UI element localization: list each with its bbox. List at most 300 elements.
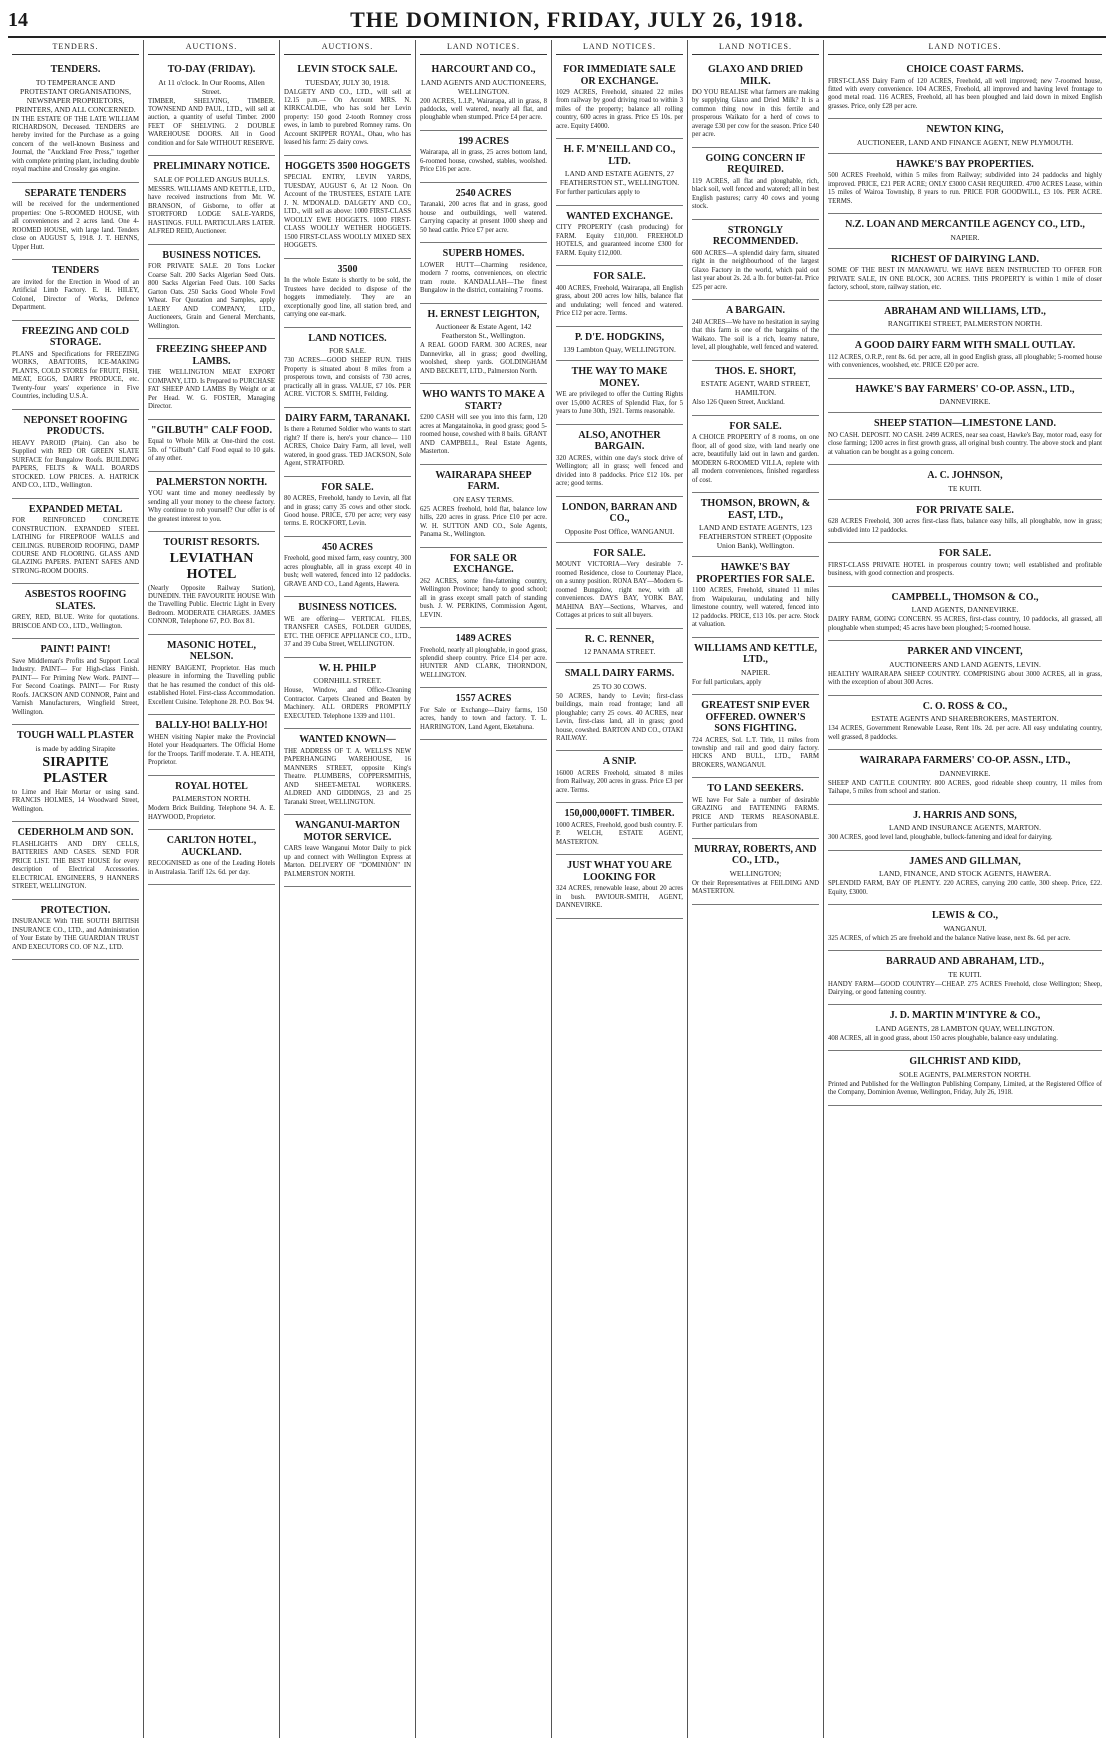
- advertisement: [692, 59, 819, 148]
- ad-heading: SUPERB HOMES.: [442, 248, 525, 260]
- ad-body: 600 ACRES—A splendid dairy farm, situated right in the neighbourhood of the largest Glaxo Factory in the world, which paid out last year about 2s. 2d. a lb. for butter-fat. Price £25 per acre.: [692, 249, 819, 291]
- ad-body: £200 CASH will see you into this farm, 120 acres at Mangatainoka, in good grass; good 5-roomed house, cowshed with 8 bails. GRANT AND CAMPBELL, Real Estate Agents, Masterton.: [420, 414, 547, 456]
- ad-heading: FOR IMMEDIATE SALE OR EXCHANGE.: [563, 64, 676, 87]
- ad-body: HANDY FARM—GOOD COUNTRY—CHEAP. 275 ACRES Freehold, close Wellington; Sheep, Dairying, or good fattening country.: [828, 980, 1102, 996]
- ad-body: SPECIAL ENTRY, LEVIN YARDS, TUESDAY, AUGUST 6, At 12 Noon. On Account of the TRUSTEES, ESTATE LATE J. N. M'DONALD. DALGETY AND CO., LTD., will sell as above: 1000 FIRST-CLASS WOOLLY EWE HOGGETS. 1000 FIRST-CLASS WOOLLY WETHER HOGGETS. 1500 FIRST-CLASS WOOLLY MIXED SEX HOGGETS.: [284, 174, 411, 250]
- advertisement: [828, 59, 1102, 119]
- ad-heading: GOING CONCERN IF REQUIRED.: [705, 152, 806, 176]
- advertisement: [556, 361, 683, 424]
- ad-heading: DAIRY FARM, TARANAKI.: [285, 412, 410, 424]
- ad-heading: TO-DAY (FRIDAY).: [167, 64, 256, 75]
- ad-body: INSURANCE With THE SOUTH BRITISH INSURANCE CO., LTD., and Administration of Your Estate by THE GUARDIAN TRUST AND EXECUTORS CO. OF N.Z., LTD.: [12, 918, 139, 951]
- column-heading: TENDERS.: [12, 40, 139, 55]
- advertisement: [828, 1051, 1102, 1105]
- ad-subheading: DANNEVIRKE.: [939, 768, 991, 778]
- ad-heading: HAWKE'S BAY PROPERTIES FOR SALE.: [696, 562, 815, 585]
- column-heading: LAND NOTICES.: [692, 40, 819, 55]
- ad-heading: FREEZING SHEEP AND LAMBS.: [156, 344, 267, 367]
- ad-heading: MASONIC HOTEL, NELSON.: [167, 639, 256, 663]
- column-heading: LAND NOTICES.: [420, 40, 547, 55]
- ad-subheading: LAND AGENTS AND AUCTIONEERS, WELLINGTON.: [420, 77, 546, 96]
- advertisement: [828, 543, 1102, 586]
- ad-body: 320 ACRES, within one day's stock drive of Wellington; all in grass; well fenced and divided into 8 paddocks. Price £12 10s. per acre; good terms.: [556, 454, 683, 488]
- ad-body: 262 ACRES, some fine-fattening country, Wellington Province; handy to good school; all in grass except small patch of standing bush. J. W. PERKINS, Commission Agent, LEVIN.: [420, 577, 547, 619]
- column-heading: AUCTIONS.: [148, 40, 275, 55]
- advertisement: [12, 725, 139, 822]
- advertisement: [420, 59, 547, 131]
- advertisement: [828, 905, 1102, 951]
- ad-body: 408 ACRES, all in good grass, about 150 acres ploughable, balance easy undulating.: [828, 1034, 1058, 1042]
- advertisement: [12, 59, 139, 183]
- ad-body: 300 ACRES, good level land, ploughable, bullock-fattening and ideal for dairying.: [828, 834, 1053, 842]
- ad-heading: JUST WHAT YOU ARE LOOKING FOR: [567, 860, 672, 883]
- advertisement: [12, 260, 139, 320]
- advertisement: [284, 537, 411, 597]
- ad-body: DAIRY FARM, GOING CONCERN. 95 ACRES, first-class country, 10 paddocks, all grassed, all ploughable when stumped; 45 acres have been ploughed; 5-roomed house.: [828, 616, 1102, 632]
- ad-subheading: PALMERSTON NORTH.: [172, 794, 251, 804]
- ad-subheading: 25 TO 30 COWS.: [592, 681, 647, 691]
- ad-subheading: LAND AND ESTATE AGENTS, 123 FEATHERSTON STREET (Opposite Union Bank), Wellington.: [698, 523, 813, 551]
- advertisement: [556, 425, 683, 497]
- advertisement: [148, 339, 275, 419]
- ad-heading: N.Z. LOAN AND MERCANTILE AGENCY CO., LTD.,: [845, 219, 1085, 231]
- advertisement: [284, 729, 411, 815]
- ad-heading: HAWKE'S BAY FARMERS' CO-OP. ASSN., LTD.,: [855, 383, 1075, 395]
- ad-body: 80 ACRES, Freehold, handy to Levin, all flat and in grass; carry 35 cows and other stock. Good house. PRICE, £70 per acre; very easy terms. E. ROCKFORT, Levin.: [284, 495, 411, 528]
- column-heading: LAND NOTICES.: [556, 40, 683, 55]
- ad-heading: BARRAUD AND ABRAHAM, LTD.,: [886, 956, 1044, 967]
- advertisement: [284, 815, 411, 887]
- advertisement: [556, 629, 683, 664]
- ad-heading: PAINT! PAINT!: [40, 644, 111, 656]
- ad-heading: EXPANDED METAL: [28, 503, 123, 515]
- ad-body: SPLENDID FARM, BAY OF PLENTY. 220 ACRES, carrying 200 cattle, 300 sheep. Price, £22. Equity, £3000.: [828, 880, 1102, 896]
- ad-heading: HAWKE'S BAY PROPERTIES.: [896, 158, 1034, 170]
- ad-heading: GILCHRIST AND KIDD,: [909, 1056, 1021, 1068]
- ad-heading: TOURIST RESORTS.: [163, 537, 260, 548]
- advertisement: [828, 249, 1102, 301]
- advertisement: [828, 750, 1102, 804]
- ad-body: 1100 ACRES, Freehold, situated 11 miles from Waipukurau, undulating and hilly limestone country, well watered, fenced into 12 paddocks. PRICE, £13 10s. per acre. Stock at valuation.: [692, 587, 819, 629]
- ad-heading: A. C. JOHNSON,: [927, 470, 1003, 482]
- column-heading: LAND NOTICES.: [828, 40, 1102, 55]
- ad-body: 400 ACRES, Freehold, Wairarapa, all English grass, about 200 acres low hills, balance flat and undulating; well fenced and watered. Price £12 per acre. Terms.: [556, 284, 683, 318]
- ad-subheading: TE KUITI.: [948, 969, 982, 979]
- advertisement: [284, 597, 411, 657]
- ad-heading: THE WAY TO MAKE MONEY.: [571, 366, 668, 389]
- ad-heading: "GILBUTH" CALF FOOD.: [150, 424, 273, 436]
- ad-subheading: WANGANUI.: [943, 923, 987, 933]
- advertisement: [556, 497, 683, 543]
- ad-body: FIRST-CLASS PRIVATE HOTEL in prosperous country town; well established and profitable business, with good connection and prospects.: [828, 561, 1102, 578]
- advertisement: [148, 532, 275, 635]
- ad-heading: 1557 ACRES: [455, 693, 512, 705]
- advertisement: [284, 658, 411, 729]
- ad-body: GREY, RED, BLUE. Write for quotations. BRISCOE AND CO., LTD., Wellington.: [12, 614, 139, 630]
- ad-heading: WAIRARAPA FARMERS' CO-OP. ASSN., LTD.,: [859, 755, 1071, 767]
- ad-heading: SEPARATE TENDERS: [24, 187, 127, 199]
- ad-body: TIMBER, SHELVING, TIMBER. TOWNSEND AND PAUL, LTD., will sell at auction, a quantity of useful Timber. 2000 FEET OF SHELVING. 2 DOUBLE WAREHOUSE DOORS. All in Good condition and for Sale WITHOUT RESERVE.: [148, 97, 275, 147]
- advertisement: [12, 900, 139, 960]
- ad-body: 724 ACRES, Sol. L.T. Title, 11 miles from township and rail and good dairy factory. HICKS AND BULL, LTD., FARM BROKERS, WANGANUI.: [692, 736, 819, 769]
- ad-body: FOR PRIVATE SALE. 20 Tons Locker Coarse Salt. 200 Sacks Algerian Seed Oats. 800 Sacks Algerian Feed Oats. 100 Sacks Garton Oats. 250 Sacks Good Whole Fowl Wheat. For Quotation and Samples, apply LAERY AND COMPANY, LTD., Auctioneers, Grain and General Merchants, Wellington.: [148, 263, 275, 330]
- ad-heading: NEWTON KING,: [926, 124, 1004, 136]
- advertisement: [148, 245, 275, 339]
- ad-body: 1000 ACRES, Freehold, good bush country. F. P. WELCH, ESTATE AGENT, MASTERTON.: [556, 821, 683, 846]
- advertisement: [284, 477, 411, 537]
- ad-body: HEALTHY WAIRARAPA SHEEP COUNTRY. COMPRISING about 3000 ACRES, all in grass, with the exception of about 300 Acres.: [828, 670, 1102, 687]
- column-heading: AUCTIONS.: [284, 40, 411, 55]
- ad-heading: LAND NOTICES.: [308, 332, 387, 344]
- advertisement: [556, 663, 683, 751]
- ad-heading: 3500: [337, 263, 358, 275]
- advertisement: [692, 300, 819, 360]
- advertisement: [828, 335, 1102, 378]
- ad-body: 628 ACRES Freehold, 300 acres first-class flats, balance easy hills, all ploughable, now in grass; subdivided into 12 paddocks.: [828, 518, 1102, 534]
- ad-body: 134 ACRES, Government Renewable Lease, Rent 10s. 2d. per acre. All easy undulating country, well grassed, 8 paddocks.: [828, 725, 1102, 741]
- ad-body: 500 ACRES Freehold, within 5 miles from Railway; subdivided into 24 paddocks and highly improved. PRICE, £21 PER ACRE; ONLY £3000 CASH REQUIRED. 4700 ACRES Lease, within 15 miles of Wairoa Township, 8 years to run. PRICE FOR GOODWILL, £3 10s. PER ACRE. TERMS.: [828, 172, 1102, 205]
- ad-body: 1029 ACRES, Freehold, situated 22 miles from railway by good driving road to within 3 miles of the property; balance all rolling country, 600 acres in grass. Price £5 10s. per acre. Equity £4000.: [556, 89, 683, 130]
- ad-body: will be received for the undermentioned properties: One 5-ROOMED HOUSE, with all conveniences and 2 acres land. One 4-ROOMED HOUSE, with large land. Tenders close on AUGUST 5, 1918. J. T. HENNS, Upper Hutt.: [12, 201, 139, 251]
- advertisement: [148, 472, 275, 532]
- ad-body: A CHOICE PROPERTY of 8 rooms, on one floor, all of good size, with land nearly one acre, beautifully laid out in lawn and garden. MODERN 6-ROOMED VILLA, replete with all modern conveniences, finished regardless of cost.: [692, 434, 819, 484]
- advertisement: [12, 499, 139, 585]
- advertisement: [12, 639, 139, 725]
- ad-heading: PROTECTION.: [40, 904, 111, 916]
- ad-body: Or their Representatives at FEILDING AND MASTERTON.: [692, 879, 819, 896]
- ad-body: DALGETY AND CO., LTD., will sell at 12.15 p.m.— On Account MRS. N. KIRKCALDIE, who has sold her Levin property: 150 good 2-tooth Romney cross ewes, in lamb to purebred Romney rams. On Account SKIPPER ROYAL, Ohau, who has leased his farm: 25 dairy cows.: [284, 88, 411, 147]
- ad-subheading: TUESDAY, JULY 30, 1918.: [305, 77, 390, 87]
- ad-body: THE WELLINGTON MEAT EXPORT COMPANY, LTD. Is Prepared to PURCHASE FAT SHEEP AND LAMBS By Weight or at Per Head. W. G. FOSTER, Managing Director.: [148, 369, 275, 411]
- ad-body: WE have For Sale a number of desirable GRAZING and FATTENING FARMS. PRICE AND TERMS REASONABLE. Further particulars from: [692, 796, 819, 830]
- ad-subheading: LAND AGENTS, DANNEVIRKE.: [911, 605, 1019, 615]
- ad-body: to Lime and Hair Mortar or using sand. FRANCIS HOLMES, 14 Woodward Street, Wellington.: [12, 788, 139, 813]
- page-number: 14: [8, 8, 28, 31]
- ad-body: For further particulars apply to: [556, 189, 640, 197]
- advertisement: [828, 696, 1102, 750]
- ad-heading: FOR SALE.: [321, 481, 374, 493]
- ad-subheading: Opposite Post Office, WANGANUI.: [564, 526, 675, 536]
- ad-heading: THOS. E. SHORT,: [715, 365, 796, 377]
- ad-body: WE are privileged to offer the Cutting Rights over 15,000 ACRES of Splendid Flax, for 5 years to June 30th, 1921. Terms reasonable.: [556, 391, 683, 416]
- ad-heading: FOR SALE.: [593, 547, 646, 559]
- ad-heading: GREATEST SNIP EVER OFFERED. OWNER'S SONS FIGHTING.: [701, 700, 810, 734]
- advertisement: [284, 408, 411, 477]
- ad-subheading: ESTATE AGENTS AND SHAREBROKERS, MASTERTON.: [871, 714, 1059, 724]
- advertisement: [828, 301, 1102, 336]
- advertisement: [148, 59, 275, 156]
- ad-subheading: AUCTIONEERS AND LAND AGENTS, LEVIN.: [889, 659, 1041, 669]
- ad-body: THE ADDRESS OF T. A. WELLS'S NEW PAPERHANGING WAREHOUSE, 16 MANNERS STREET, opposite King's Theatre. PLUMBERS, COPPERSMITHS, AND SHEET-METAL WORKERS. ALDRED AND GIDDINGS, 23 and 25 Taranaki Street, WELLINGTON.: [284, 747, 411, 806]
- ad-body: HENRY BAIGENT, Proprietor. Has much pleasure in informing the Travelling public that he has resumed the conduct of this old-established Hotel. First-class Accommodation. Excellent Cuisine. Telephone 28. P.O. Box 94.: [148, 664, 275, 706]
- advertisement: [692, 557, 819, 637]
- ad-heading: CARLTON HOTEL, AUCKLAND.: [166, 835, 257, 858]
- ad-heading: 1489 ACRES: [455, 633, 512, 644]
- advertisement: [148, 635, 275, 715]
- advertisement: [148, 776, 275, 830]
- ad-body: A REAL GOOD FARM. 300 ACRES, near Dannevirke, all in grass; good dwelling, woolshed, sheep yards. GOLDINGHAM AND BECKETT, LTD., Palmerston North.: [420, 342, 547, 375]
- advertisement: [12, 822, 139, 899]
- advertisement: [828, 214, 1102, 249]
- ad-subheading: SOLE AGENTS, PALMERSTON NORTH.: [899, 1069, 1031, 1079]
- advertisement: [556, 543, 683, 629]
- advertisement: [828, 587, 1102, 641]
- advertisement: [420, 183, 547, 243]
- advertisement: [420, 131, 547, 183]
- advertisement: [556, 206, 683, 266]
- ad-body: Freehold, nearly all ploughable, in good grass, splendid sheep country. Price £14 per acre. HUNTER AND CLARK, THORNDON, WELLINGTON.: [420, 646, 547, 679]
- ad-heading: 2540 ACRES: [455, 187, 512, 199]
- ad-body: Modern Brick Building. Telephone 94. A. E. HAYWOOD, Proprietor.: [148, 805, 275, 821]
- ad-heading: RICHEST OF DAIRYING LAND.: [890, 253, 1039, 265]
- ad-heading: WANTED EXCHANGE.: [566, 210, 673, 222]
- ad-body: PLANS and Specifications for FREEZING WORKS, ABATTOIRS, ICE-MAKING PLANTS, COLD STORES for FRUIT, FISH, MEAT, EGGS, DAIRY PRODUCE, etc. Twenty-four years' experience in Five Countries, including U.S.A.: [12, 350, 139, 401]
- ad-heading: W. H. PHILP: [318, 662, 377, 674]
- ad-subheading: LAND AND INSURANCE AGENTS, MARTON.: [889, 823, 1041, 833]
- ad-body: 324 ACRES, renewable lease, about 20 acres in bush. PAVIOUR-SMITH, AGENT, DANNEVIRKE.: [556, 885, 683, 910]
- ad-body: WHEN visiting Napier make the Provincial Hotel your Headquarters. The Official Home for the Troops. Tariff moderate. T. A. HEATH, Proprietor.: [148, 733, 275, 767]
- ad-heading: ROYAL HOTEL: [175, 780, 248, 792]
- ad-heading: HOGGETS 3500 HOGGETS: [284, 160, 411, 172]
- ad-subheading: Auctioneer & Estate Agent, 142 Featherston St., Wellington.: [435, 322, 532, 341]
- ad-heading: WAIRARAPA SHEEP FARM.: [435, 469, 532, 493]
- ad-heading: FOR PRIVATE SALE.: [916, 504, 1014, 516]
- ad-subheading: At 11 o'clock. In Our Rooms, Allen Street.: [158, 77, 265, 96]
- advertisement: [692, 638, 819, 695]
- ad-heading: 199 ACRES: [458, 135, 509, 147]
- ad-body: Also 126 Queen Street, Auckland.: [692, 399, 785, 407]
- advertisement: [692, 148, 819, 220]
- ad-heading: H. F. M'NEILL AND CO., LTD.: [563, 144, 676, 167]
- ad-heading: TENDERS: [51, 265, 100, 277]
- ad-body: 240 ACRES—We have no hesitation in saying that this farm is one of the bargains of the Waikato. The soil is a rich, loamy nature, level, all ploughable, well fenced and watered.: [692, 318, 819, 352]
- ad-body: 112 ACRES, O.R.P., rent 8s. 6d. per acre, all in good English grass, all ploughable; 5-roomed house with conveniences, woolshed, etc. PRICE £20 per acre.: [828, 353, 1102, 370]
- ad-body: CITY PROPERTY (cash producing) for FARM. Equity £10,000. FREEHOLD HOTELS, and guaranteed income £300 for FARM. Equity £12,000.: [556, 224, 683, 257]
- masthead: [8, 4, 1106, 38]
- ad-heading: A BARGAIN.: [726, 305, 785, 317]
- advertisement: [828, 951, 1102, 1005]
- ad-heading: STRONGLY RECOMMENDED.: [712, 224, 799, 248]
- ad-heading: PARKER AND VINCENT,: [907, 646, 1023, 658]
- advertisement: [420, 628, 547, 688]
- column-6: [688, 40, 824, 1738]
- ad-heading: A GOOD DAIRY FARM WITH SMALL OUTLAY.: [854, 340, 1076, 352]
- advertisement: [556, 751, 683, 803]
- advertisement: [284, 328, 411, 408]
- advertisement: [556, 855, 683, 918]
- advertisement: [828, 1005, 1102, 1051]
- column-5: [552, 40, 688, 1738]
- ad-heading: SHEEP STATION—LIMESTONE LAND.: [874, 418, 1056, 430]
- advertisement: [420, 304, 547, 384]
- advertisement: [828, 119, 1102, 154]
- ad-display-text: LEVIATHAN HOTEL: [169, 550, 254, 582]
- advertisement: [284, 156, 411, 259]
- ad-heading: PRELIMINARY NOTICE.: [153, 161, 270, 173]
- advertisement: [420, 688, 547, 740]
- ad-subheading: is made by adding Sirapite: [35, 743, 116, 753]
- advertisement: [148, 830, 275, 885]
- advertisement: [692, 839, 819, 905]
- advertisement: [692, 695, 819, 778]
- ad-subheading: FOR SALE.: [328, 346, 367, 356]
- ad-heading: H. ERNEST LEIGHTON,: [427, 308, 540, 320]
- advertisement: [828, 465, 1102, 500]
- ad-heading: LONDON, BARRAN AND CO.,: [561, 501, 678, 525]
- ad-subheading: DANNEVIRKE.: [939, 397, 991, 407]
- ad-heading: A SNIP.: [602, 756, 637, 768]
- ad-body: House, Window, and Office-Cleaning Contractor. Carpets Cleaned and Beaten by Machinery. ALL ORDERS PROMPTLY EXECUTED. Telephone 1339 and 1101.: [284, 687, 411, 720]
- ad-heading: TENDERS.: [50, 64, 101, 75]
- ad-body: In the whole Estate is shortly to be sold, the Trustees have decided to dispose of the hoggets immediately. They are an exceptionally good line, all station bred, and carrying one ear-mark.: [284, 277, 411, 319]
- ad-body: Printed and Published for the Wellington Publishing Company, Limited, at the Registered Office of the Company, Dominion Avenue, Wellington, Friday, July 26, 1918.: [828, 1080, 1102, 1097]
- advertisement: [828, 413, 1102, 465]
- ad-body: (Nearly Opposite Railway Station), DUNEDIN. THE FAVOURITE HOUSE With the Travelling Public. Electric Light in Every Bedroom. MODERATE CHARGES. JAMES CONNOR, Telephone 67, P.O. Box 81.: [148, 584, 275, 626]
- ad-subheading: WELLINGTON;: [729, 868, 782, 878]
- advertisement: [556, 266, 683, 326]
- ad-subheading: TO TEMPERANCE AND PROTESTANT ORGANISATIONS, NEWSPAPER PROPRIETORS, PRINTERS, AND ALL CONCERNED.: [15, 77, 136, 114]
- advertisement: [828, 154, 1102, 214]
- ad-heading: FOR SALE OR EXCHANGE.: [449, 552, 518, 576]
- ad-subheading: LAND, FINANCE, AND STOCK AGENTS, HAWERA.: [879, 869, 1051, 879]
- ad-body: WE are offering— VERTICAL FILES, TRANSFER CASES, FOLDER GUIDES, ETC. THE OFFICE APPLIANCE CO., LTD., 37 and 39 Cuba Street, WELLINGTON.: [284, 615, 411, 649]
- ad-body: Taranaki, 200 acres flat and in grass, good house and outbuildings, well watered. Carrying capacity at present 1000 sheep and 50 head cattle. Price £7 per acre.: [420, 201, 547, 234]
- advertisement: [828, 851, 1102, 905]
- ad-body: 16000 ACRES Freehold, situated 8 miles from Railway, 200 acres in grass. Price £3 per acre. Terms.: [556, 769, 683, 794]
- ad-body: Save Middleman's Profits and Support Local Industry. PAINT— For High-class Finish. PAINT— For Priming New Work. PAINT— For Second Coatings. PAINT— For Rusty Roofs. JACKSON AND CONNOR, Paint and Varnish Manufacturers, Wingfield Street, Wellington.: [12, 657, 139, 716]
- ad-body: CARS leave Wanganui Motor Daily to pick up and connect with Wellington Express at Marton. DELIVERY OF "DOMINION" IN PALMERSTON NORTH.: [284, 845, 411, 878]
- ad-heading: FOR SALE.: [729, 420, 782, 432]
- ad-body: FOR REINFORCED CONCRETE CONSTRUCTION. EXPANDED STEEL LATHING for FIREPROOF WALLS and CEILINGS. RUBEROID ROOFING, DAMP COURSE AND FLOORING. GLASS AND GLAZING PAPERS. PATENT SAFES AND STRONG-ROOM DOORS.: [12, 517, 139, 575]
- ad-body: YOU want time and money needlessly by sending all your money to the cheese factory. Why continue to rob yourself? Our offer is of the greatest interest to you.: [148, 490, 275, 523]
- ad-body: SHEEP AND CATTLE COUNTRY. 800 ACRES, good rideable sheep country, 11 miles from Taihape, 5 miles from school and station.: [828, 779, 1102, 796]
- ad-body: IN THE ESTATE OF THE LATE WILLIAM RICHARDSON, Deceased. TENDERS are hereby invited for the Purchase as a going concern of the well-known Business and Journal, the "Auckland Free Press," together with complete printing plant, including double royal machine and Crossley gas engine.: [12, 115, 139, 174]
- ad-heading: HARCOURT AND CO.,: [431, 64, 536, 75]
- ad-subheading: LAND AGENTS, 28 LAMBTON QUAY, WELLINGTON.: [875, 1023, 1055, 1033]
- ad-body: SOME OF THE BEST IN MANAWATU. WE HAVE BEEN INSTRUCTED TO OFFER FOR PRIVATE SALE, IN ONE BLOCK, 300 ACRES. THIS PROPERTY is within 1 mile of closer factory, school, store, railway station, etc.: [828, 267, 1102, 292]
- ad-body: FIRST-CLASS Dairy Farm of 120 ACRES, Freehold, all well improved; new 7-roomed house, fitted with every convenience. 104 ACRES, Freehold, all improved and having level frontage to good metal road. 116 ACRES, Freehold, all has been ploughed and laid down in mixed English grasses. Price, only £28 per acre.: [828, 77, 1102, 110]
- ad-subheading: ON EASY TERMS.: [453, 494, 514, 504]
- advertisement: [148, 715, 275, 775]
- ad-heading: SMALL DAIRY FARMS.: [564, 668, 675, 680]
- ad-heading: WILLIAMS AND KETTLE, LTD.,: [693, 642, 818, 666]
- advertisement: [420, 243, 547, 303]
- advertisement: [420, 384, 547, 464]
- ad-heading: NEPONSET ROOFING PRODUCTS.: [23, 414, 128, 438]
- ad-body: FLASHLIGHTS AND DRY CELLS, BATTERIES AND CASES. SEND FOR PRICE LIST. THE BEST HOUSE for every description of Electrical Accessories. ELECTRICAL ENGINEERS, 9 HANNERS STREET, WELLINGTON.: [12, 840, 139, 891]
- ad-heading: CAMPBELL, THOMSON & CO.,: [891, 591, 1039, 603]
- advertisement: [556, 327, 683, 362]
- advertisement: [692, 778, 819, 838]
- advertisement: [556, 59, 683, 139]
- ad-heading: BALLY-HO! BALLY-HO!: [155, 720, 268, 732]
- ad-body: RECOGNISED as one of the Leading Hotels in Australasia. Tariff 12s. 6d. per day.: [148, 860, 275, 876]
- ad-subheading: CORNHILL STREET.: [313, 676, 382, 686]
- ad-heading: ASBESTOS ROOFING SLATES.: [24, 589, 127, 612]
- column-4: [416, 40, 552, 1738]
- ad-display-text: SIRAPITE PLASTER: [42, 754, 109, 786]
- ad-body: Is there a Returned Soldier who wants to start right? If there is, here's your chance— 110 ACRES, Choice Dairy Farm, all level, well watered, in good grass. TED JACKSON, Sole Agent, STRATFORD.: [284, 426, 411, 468]
- ad-body: 730 ACRES—GOOD SHEEP RUN. THIS Property is situated about 8 miles from a prosperous town, and consists of 730 acres, practically all in grass. VALUE, £7 10s. PER ACRE. VICTOR S. SMITH, Feilding.: [284, 357, 411, 399]
- ad-heading: WANTED KNOWN—: [299, 734, 396, 746]
- column-1: [8, 40, 144, 1738]
- column-2: [144, 40, 280, 1738]
- ad-body: are invited for the Erection in Wood of an Artificial Limb Factory. E. H. HILEY, Colonel, Director of Works, Defence Department.: [12, 278, 139, 312]
- ad-body: Freehold, good mixed farm, easy country, 300 acres ploughable, all in grass except 40 in bush; well watered, fenced into 12 paddocks. GRAVE AND CO., Land Agents, Hawera.: [284, 555, 411, 588]
- ad-subheading: RANGITIKEI STREET, PALMERSTON NORTH.: [887, 319, 1043, 329]
- advertisement: [828, 500, 1102, 543]
- advertisement: [284, 59, 411, 156]
- ad-body: 325 ACRES, of which 25 are freehold and the balance Native lease, next 8s. 6d. per acre.: [828, 934, 1071, 942]
- ad-body: 625 ACRES freehold, hold flat, balance low hills, 220 acres in grass. Price £10 per acre. W. H. SUTTON AND CO., Sole Agents, Panama St., Wellington.: [420, 505, 547, 539]
- ad-heading: 150,000,000FT. TIMBER.: [564, 808, 675, 820]
- column-3: [280, 40, 416, 1738]
- advertisement: [12, 183, 139, 260]
- ad-heading: THOMSON, BROWN, & EAST, LTD.,: [700, 498, 811, 521]
- ad-heading: 450 ACRES: [322, 541, 373, 553]
- ad-body: 50 ACRES, handy to Levin; first-class buildings, main road frontage; land all ploughable; carry 25 cows. 40 ACRES, near Levin, first-class land, all in grass; good house, cowshed. BARTON AND CO., OTAKI RAILWAY.: [556, 692, 683, 742]
- ad-heading: FOR SALE.: [938, 548, 992, 560]
- ad-heading: ALSO, ANOTHER BARGAIN.: [578, 429, 661, 453]
- ad-body: For full particulars, apply: [692, 678, 762, 686]
- ad-subheading: LAND AND ESTATE AGENTS, 27 FEATHERSTON ST., WELLINGTON.: [559, 169, 680, 188]
- ad-heading: FREEZING AND COLD STORAGE.: [21, 325, 130, 349]
- ad-subheading: AUCTIONEER, LAND AND FINANCE AGENT, NEW PLYMOUTH.: [856, 137, 1074, 147]
- advertisement: [692, 361, 819, 416]
- advertisement: [692, 416, 819, 493]
- advertisement: [284, 259, 411, 328]
- ad-heading: TOUGH WALL PLASTER: [17, 730, 134, 742]
- ad-heading: FOR SALE.: [593, 271, 646, 283]
- ad-subheading: 139 Lambton Quay, WELLINGTON.: [563, 345, 676, 355]
- ad-heading: WHO WANTS TO MAKE A START?: [422, 389, 545, 412]
- ad-subheading: NAPIER.: [741, 667, 770, 677]
- ad-heading: CEDERHOLM AND SON.: [17, 827, 134, 839]
- ad-body: NO CASH. DEPOSIT. NO CASH. 2499 ACRES, near sea coast, Hawke's Bay, motor road, easy for close farming; 1200 acres in first growth grass, all original bush country. The above stock and plant at valuation can be bought as a going concern.: [828, 431, 1102, 456]
- ad-heading: LEWIS & CO.,: [931, 910, 999, 922]
- advertisement: [420, 465, 547, 548]
- ad-subheading: ESTATE AGENT, WARD STREET, HAMILTON.: [700, 379, 811, 398]
- advertisement: [828, 379, 1102, 414]
- ad-body: HEAVY PAROID (Plain). Can also be Supplied with RED OR GREEN SLATE SURFACE for Bungalow Roofs. BUILDING PAPERS, FELTS & WALL BOARDS STOCKED. LOW PRICES. A. HATRICK AND CO., LTD., Wellington.: [12, 439, 139, 490]
- ad-subheading: 12 PANAMA STREET.: [583, 647, 656, 657]
- advertisement: [692, 493, 819, 557]
- ad-heading: J. HARRIS AND SONS,: [913, 809, 1017, 821]
- ad-subheading: TE KUITI.: [948, 483, 982, 493]
- ad-body: For Sale or Exchange—Dairy farms, 150 acres, handy to town and factory. T. L. HARRINGTON, Land Agent, Eketahuna.: [420, 706, 547, 731]
- ad-heading: J. D. MARTIN M'INTYRE & CO.,: [889, 1010, 1041, 1022]
- ad-body: 119 ACRES, all flat and ploughable, rich, black soil, well fenced and watered; all in best English pastures; carry 40 cows and young stock.: [692, 177, 819, 211]
- ad-body: DO YOU REALISE what farmers are making by supplying Glaxo and Dried Milk? It is a common thing now in this fertile and prosperous Waikato for a herd of cows to average £30 per cow for the season. Price £40 per acre.: [692, 89, 819, 139]
- ad-heading: WANGANUI-MARTON MOTOR SERVICE.: [294, 820, 401, 843]
- ad-heading: LEVIN STOCK SALE.: [297, 64, 398, 75]
- ad-heading: TO LAND SEEKERS.: [707, 783, 804, 795]
- advertisement: [12, 410, 139, 499]
- ad-heading: ABRAHAM AND WILLIAMS, LTD.,: [884, 305, 1046, 317]
- ad-heading: P. D'E. HODGKINS,: [574, 331, 665, 343]
- advertisement: [556, 139, 683, 205]
- columns-container: [8, 40, 1106, 1738]
- advertisement: [12, 321, 139, 410]
- advertisement: [828, 641, 1102, 695]
- ad-body: 200 ACRES, L.I.P., Wairarapa, all in grass, 8 paddocks, well watered, nearly all flat, and ploughable when stumped. Price £4 per acre.: [420, 97, 547, 122]
- advertisement: [556, 803, 683, 855]
- advertisement: [692, 220, 819, 300]
- ad-heading: BUSINESS NOTICES.: [298, 602, 397, 614]
- newspaper-title: THE DOMINION, FRIDAY, JULY 26, 1918.: [350, 7, 804, 32]
- ad-subheading: NAPIER.: [950, 232, 980, 242]
- ad-heading: PALMERSTON NORTH.: [156, 476, 267, 488]
